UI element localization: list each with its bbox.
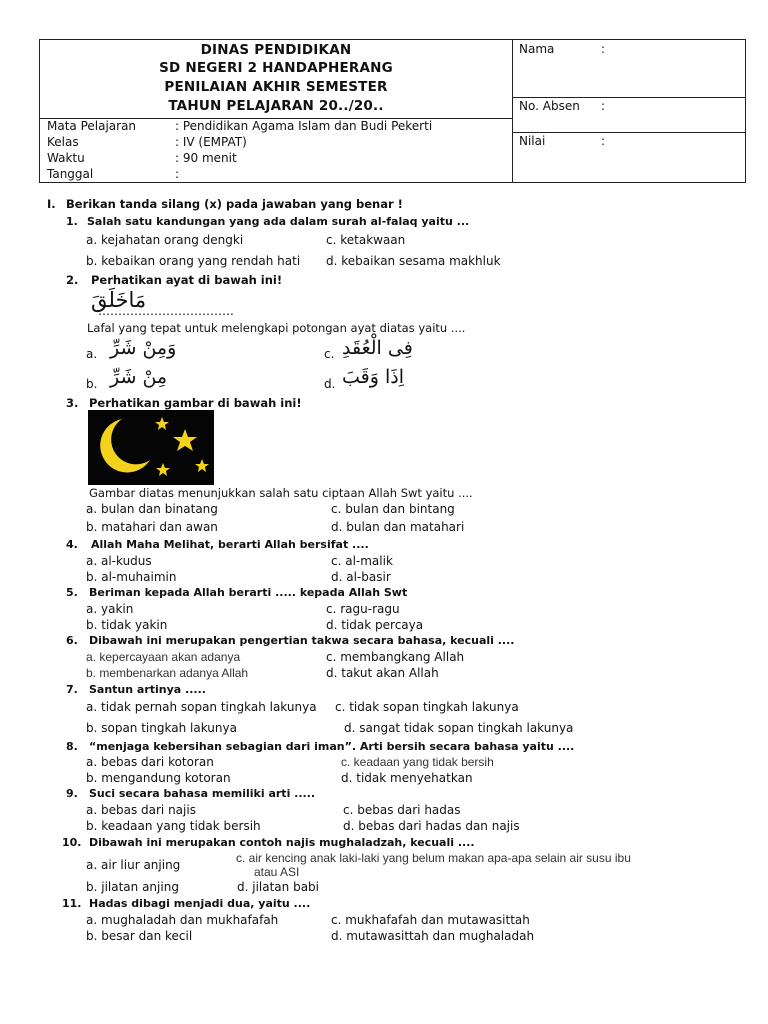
- option-a[interactable]: a. bebas dari kotoran: [86, 755, 214, 769]
- option-d[interactable]: d. mutawasittah dan mughaladah: [331, 929, 535, 943]
- option-b[interactable]: b. membenarkan adanya Allah: [86, 666, 249, 680]
- option-b[interactable]: b. jilatan anjing: [86, 880, 179, 894]
- question-text: Perhatikan ayat di bawah ini!: [91, 273, 283, 287]
- option-b[interactable]: b.: [86, 377, 98, 391]
- question-prompt: Lafal yang tepat untuk melengkapi potongan ayat diatas yaitu ....: [87, 321, 466, 335]
- option-c-arabic[interactable]: فِى الْعُقَدِ: [342, 337, 413, 359]
- question-text: Dibawah ini merupakan contoh najis mughaladzah, kecuali ....: [89, 836, 475, 849]
- option-c[interactable]: c. ragu-ragu: [326, 602, 400, 616]
- absen-label: No. Absen: [519, 99, 580, 113]
- nilai-colon: :: [601, 134, 606, 148]
- header-title-line: PENILAIAN AKHIR SEMESTER: [164, 79, 388, 95]
- question-text: Dibawah ini merupakan pengertian takwa secara bahasa, kecuali ....: [89, 634, 515, 647]
- question-text: Salah satu kandungan yang ada dalam surah al-falaq yaitu ...: [87, 215, 470, 228]
- moon-and-stars-image: [88, 410, 214, 485]
- nilai-label: Nilai: [519, 134, 546, 148]
- section-number: I.: [47, 197, 56, 211]
- option-a[interactable]: a. mughaladah dan mukhafafah: [86, 913, 279, 927]
- option-b[interactable]: b. matahari dan awan: [86, 520, 218, 534]
- option-b[interactable]: b. kebaikan orang yang rendah hati: [86, 254, 301, 268]
- option-c[interactable]: c.: [324, 347, 335, 361]
- question-number: 10.: [62, 836, 82, 849]
- option-a[interactable]: a. tidak pernah sopan tingkah lakunya: [86, 700, 317, 714]
- option-b[interactable]: b. tidak yakin: [86, 618, 168, 632]
- header-title-line: DINAS PENDIDIKAN: [200, 42, 352, 58]
- option-a[interactable]: a. kepercayaan akan adanya: [86, 650, 241, 664]
- option-b[interactable]: b. mengandung kotoran: [86, 771, 231, 785]
- question-number: 4.: [66, 538, 78, 551]
- option-a[interactable]: a. air liur anjing: [86, 858, 181, 872]
- option-d[interactable]: d. al-basir: [331, 570, 391, 584]
- ayat-blank: …………………………….: [98, 304, 234, 318]
- option-a[interactable]: a. kejahatan orang dengki: [86, 233, 244, 247]
- ayat-fragment: مَاخَلَقَ: [91, 288, 147, 312]
- question-text: Suci secara bahasa memiliki arti .....: [89, 787, 316, 800]
- date-label: Tanggal: [47, 167, 94, 181]
- question-number: 6.: [66, 634, 78, 647]
- option-c[interactable]: c. ketakwaan: [326, 233, 406, 247]
- option-d[interactable]: d. tidak menyehatkan: [341, 771, 473, 785]
- question-number: 8.: [66, 740, 78, 753]
- name-label: Nama: [519, 42, 555, 56]
- question-number: 2.: [66, 273, 79, 287]
- name-colon: :: [601, 42, 606, 56]
- header-divider: [512, 97, 746, 98]
- option-a[interactable]: a. yakin: [86, 602, 134, 616]
- header-divider: [512, 40, 513, 183]
- exam-header-table: [39, 39, 746, 183]
- option-c[interactable]: c. tidak sopan tingkah lakunya: [335, 700, 519, 714]
- section-instruction: Berikan tanda silang (x) pada jawaban yang benar !: [66, 197, 403, 211]
- header-title-line: SD NEGERI 2 HANDAPHERANG: [159, 60, 393, 76]
- option-c[interactable]: c. mukhafafah dan mutawasittah: [331, 913, 530, 927]
- option-c[interactable]: c. membangkang Allah: [326, 650, 465, 664]
- option-a[interactable]: a. bulan dan binatang: [86, 502, 218, 516]
- option-c[interactable]: c. bebas dari hadas: [343, 803, 461, 817]
- option-b[interactable]: b. keadaan yang tidak bersih: [86, 819, 261, 833]
- time-value: : 90 menit: [175, 151, 237, 165]
- option-b-arabic[interactable]: مِنْ شَرِّ: [110, 366, 168, 388]
- time-label: Waktu: [47, 151, 85, 165]
- option-c[interactable]: c. bulan dan bintang: [331, 502, 455, 516]
- option-d[interactable]: d. sangat tidak sopan tingkah lakunya: [344, 721, 574, 735]
- option-c-continued[interactable]: atau ASI: [254, 865, 300, 879]
- question-prompt: Gambar diatas menunjukkan salah satu ciptaan Allah Swt yaitu ....: [89, 486, 473, 500]
- option-d[interactable]: d.: [324, 377, 336, 391]
- option-c[interactable]: c. al-malik: [331, 554, 393, 568]
- question-text: Beriman kepada Allah berarti ..... kepada Allah Swt: [89, 586, 408, 599]
- option-b[interactable]: b. al-muhaimin: [86, 570, 177, 584]
- option-a[interactable]: a. bebas dari najis: [86, 803, 196, 817]
- absen-colon: :: [601, 99, 606, 113]
- question-text: Perhatikan gambar di bawah ini!: [89, 396, 302, 410]
- option-a[interactable]: a.: [86, 347, 98, 361]
- question-number: 7.: [66, 683, 78, 696]
- option-b[interactable]: b. sopan tingkah lakunya: [86, 721, 237, 735]
- subject-value: : Pendidikan Agama Islam dan Budi Pekerti: [175, 119, 433, 133]
- option-a[interactable]: a. al-kudus: [86, 554, 152, 568]
- option-d[interactable]: d. bulan dan matahari: [331, 520, 465, 534]
- question-number: 11.: [62, 897, 82, 910]
- header-title-line: TAHUN PELAJARAN 20../20..: [168, 98, 384, 114]
- option-d[interactable]: d. jilatan babi: [237, 880, 320, 894]
- question-number: 9.: [66, 787, 78, 800]
- question-text: Santun artinya .....: [89, 683, 206, 696]
- question-text: Allah Maha Melihat, berarti Allah bersifat ....: [91, 538, 369, 551]
- date-value: :: [175, 167, 180, 181]
- class-value: : IV (EMPAT): [175, 135, 247, 149]
- option-d[interactable]: d. kebaikan sesama makhluk: [326, 254, 501, 268]
- option-b[interactable]: b. besar dan kecil: [86, 929, 193, 943]
- option-d-arabic[interactable]: اِذَا وَقَبَ: [342, 366, 404, 388]
- option-a-arabic[interactable]: وَمِنْ شَرِّ: [110, 337, 177, 359]
- option-d[interactable]: d. bebas dari hadas dan najis: [343, 819, 520, 833]
- option-c[interactable]: c. air kencing anak laki-laki yang belum makan apa-apa selain air susu ibu: [236, 851, 631, 865]
- question-text: Hadas dibagi menjadi dua, yaitu ....: [89, 897, 311, 910]
- class-label: Kelas: [47, 135, 79, 149]
- question-number: 1.: [66, 215, 78, 228]
- question-number: 5.: [66, 586, 78, 599]
- question-text: “menjaga kebersihan sebagian dari iman”. Arti bersih secara bahasa yaitu ....: [89, 740, 575, 753]
- option-d[interactable]: d. tidak percaya: [326, 618, 424, 632]
- question-number: 3.: [66, 396, 79, 410]
- subject-label: Mata Pelajaran: [47, 119, 137, 133]
- option-d[interactable]: d. takut akan Allah: [326, 666, 439, 680]
- option-c[interactable]: c. keadaan yang tidak bersih: [341, 755, 494, 769]
- header-divider: [512, 132, 746, 133]
